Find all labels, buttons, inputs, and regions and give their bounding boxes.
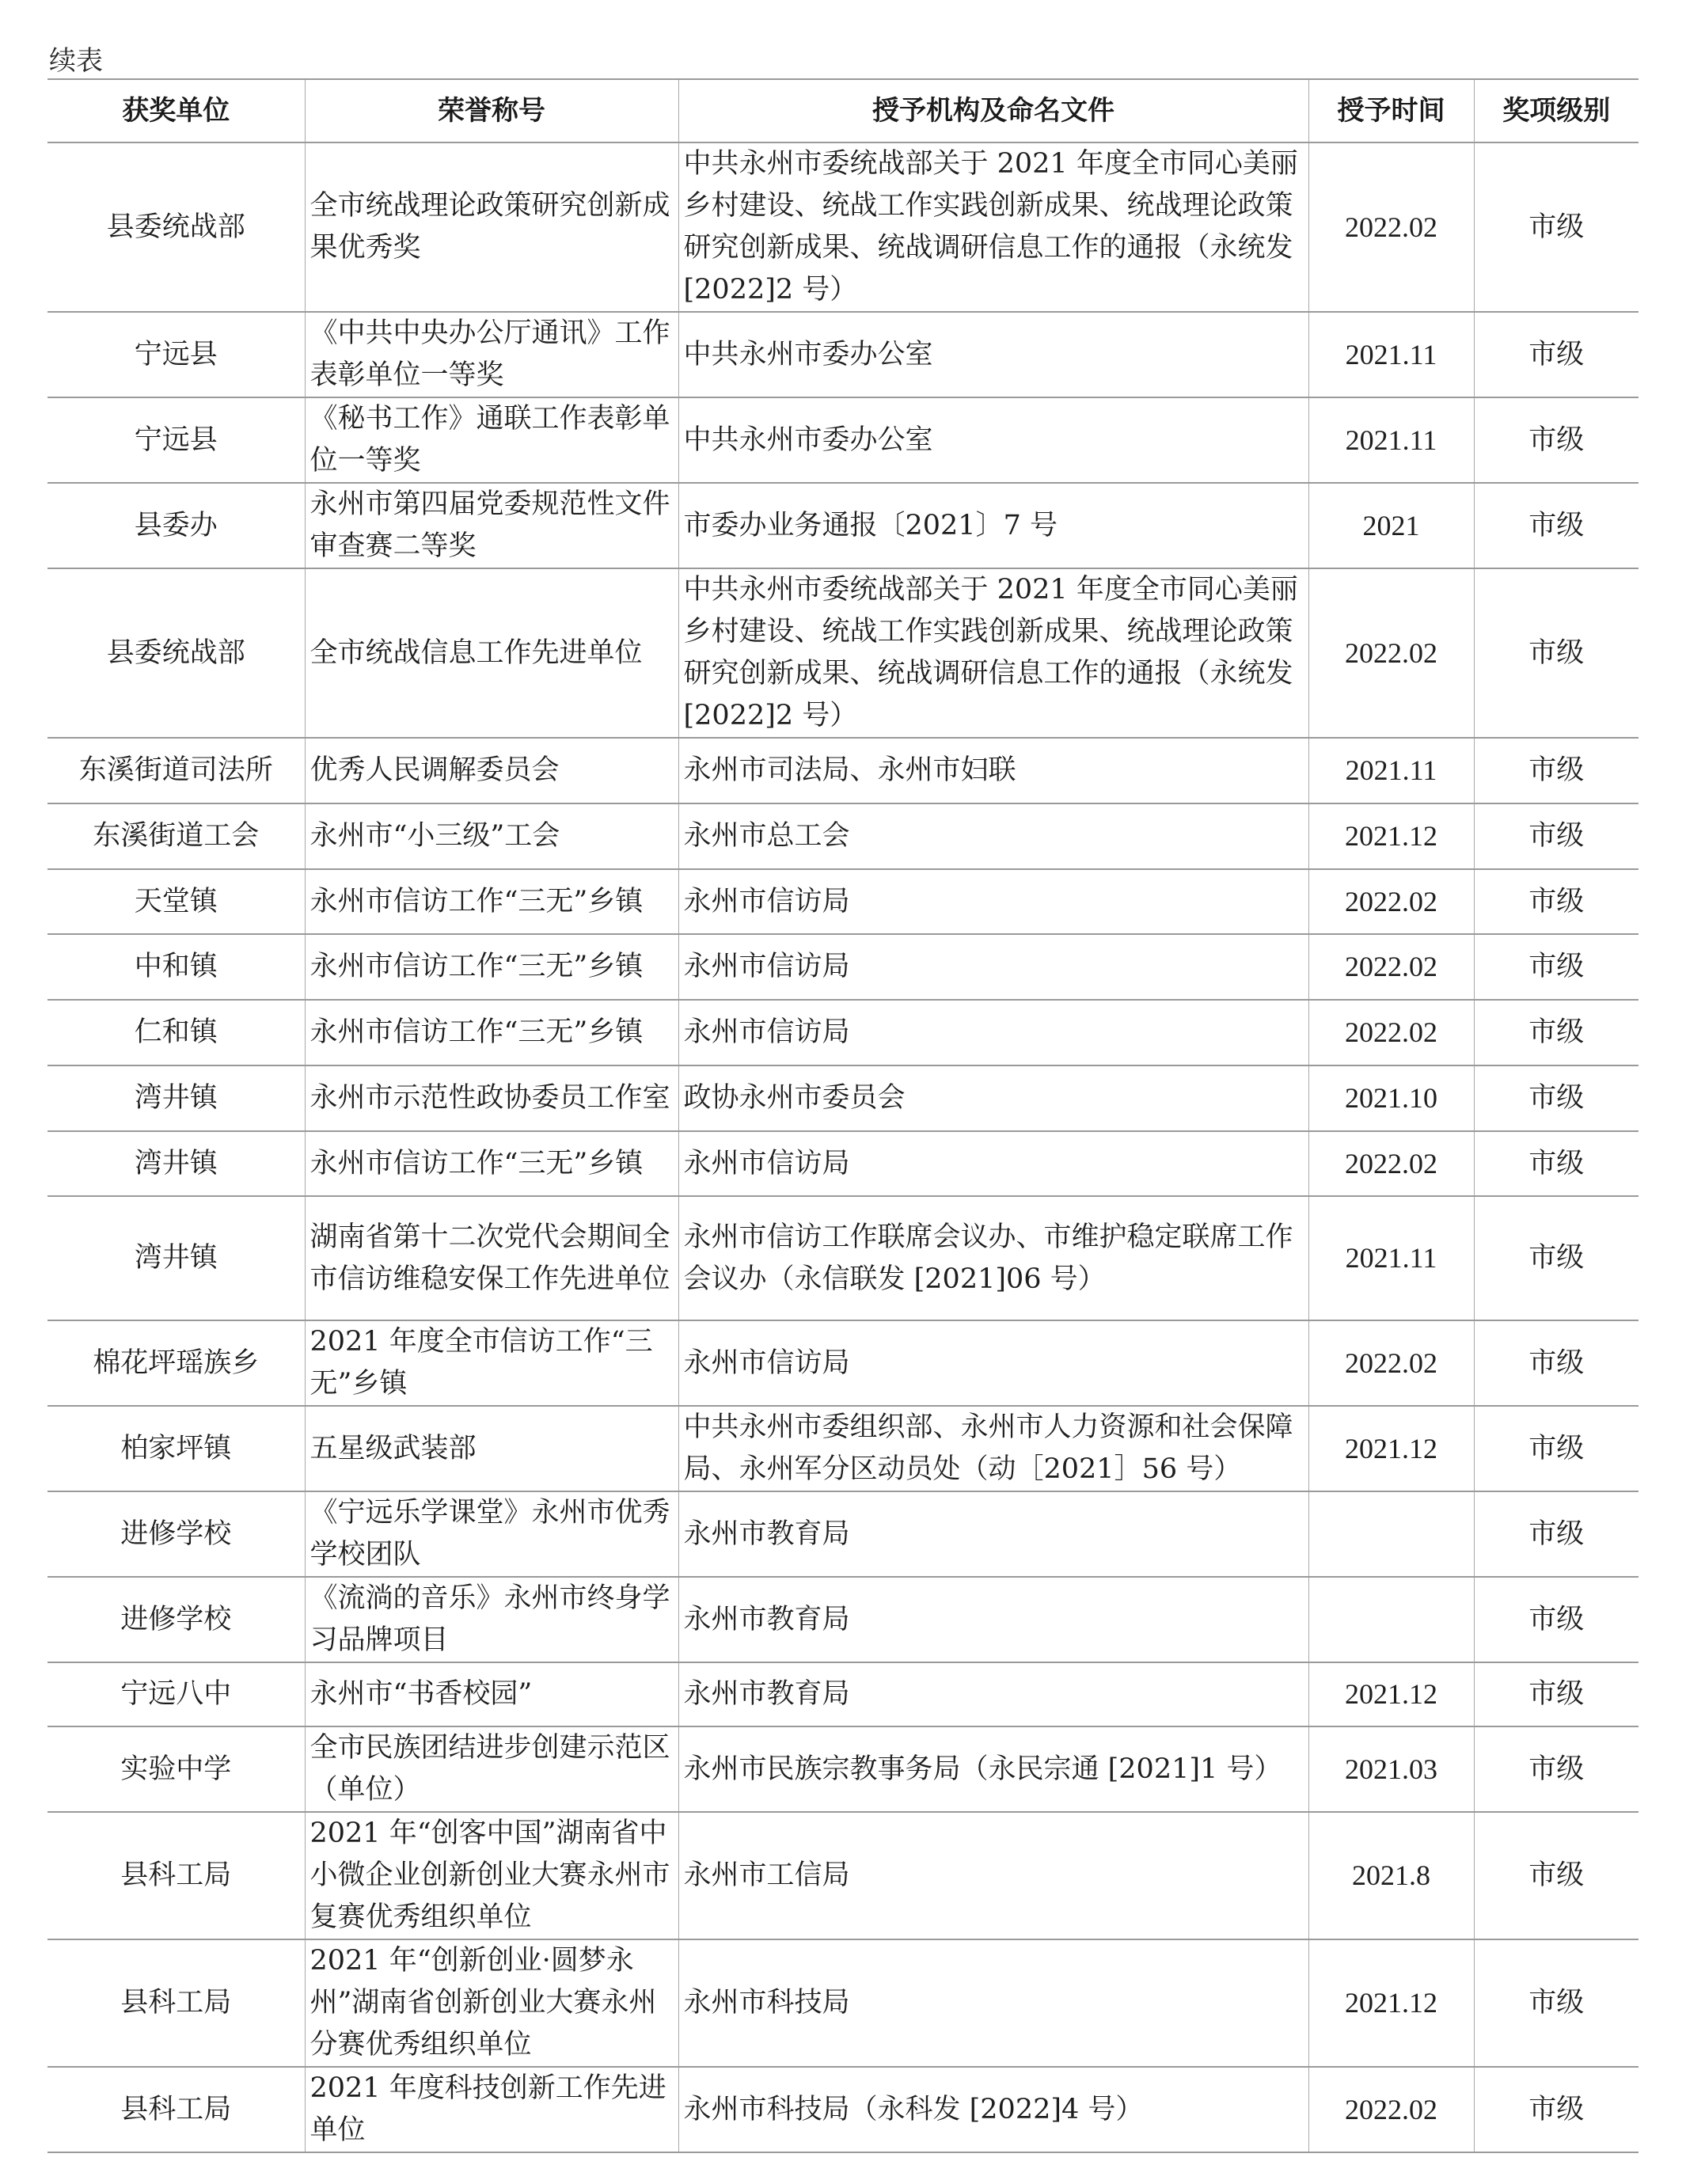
table-row — [47, 1406, 1639, 1491]
cell-honor: 湖南省第十二次党代会期间全市信访维稳安保工作先进单位 — [305, 1196, 678, 1320]
table-row — [47, 397, 1639, 483]
cell-level: 市级 — [1474, 934, 1639, 1000]
cell-date: 2021.11 — [1308, 738, 1474, 803]
cell-honor: 永州市信访工作“三无”乡镇 — [305, 934, 678, 1000]
cell-issuer: 永州市信访局 — [678, 934, 1308, 1000]
cell-honor: 《中共中央办公厅通讯》工作表彰单位一等奖 — [305, 312, 678, 397]
cell-level: 市级 — [1474, 869, 1639, 934]
cell-issuer: 中共永州市委统战部关于 2021 年度全市同心美丽乡村建设、统战工作实践创新成果、统战理论政策研究创新成果、统战调研信息工作的通报（永统发 [2022]2 号） — [678, 568, 1308, 738]
cell-issuer: 永州市教育局 — [678, 1577, 1308, 1662]
cell-issuer: 永州市科技局 — [678, 1939, 1308, 2067]
cell-honor: 永州市信访工作“三无”乡镇 — [305, 869, 678, 934]
cell-unit: 县科工局 — [47, 1939, 305, 2067]
cell-level: 市级 — [1474, 2067, 1639, 2152]
cell-honor: 2021 年度全市信访工作“三无”乡镇 — [305, 1320, 678, 1406]
cell-date: 2021 — [1308, 483, 1474, 568]
cell-honor: 优秀人民调解委员会 — [305, 738, 678, 803]
cell-honor: 永州市示范性政协委员工作室 — [305, 1065, 678, 1131]
cell-honor: 2021 年度科技创新工作先进单位 — [305, 2067, 678, 2152]
cell-issuer: 永州市信访工作联席会议办、市维护稳定联席工作会议办（永信联发 [2021]06 号） — [678, 1196, 1308, 1320]
cell-level: 市级 — [1474, 1491, 1639, 1577]
cell-unit: 进修学校 — [47, 1577, 305, 1662]
cell-unit: 县委统战部 — [47, 142, 305, 312]
table-row — [47, 312, 1639, 397]
cell-date: 2022.02 — [1308, 869, 1474, 934]
header-honor: 荣誉称号 — [305, 79, 678, 142]
cell-date: 2021.10 — [1308, 1065, 1474, 1131]
table-row — [47, 1491, 1639, 1577]
cell-issuer: 永州市信访局 — [678, 1000, 1308, 1065]
table-row — [47, 142, 1639, 312]
cell-honor: 《宁远乐学课堂》永州市优秀学校团队 — [305, 1491, 678, 1577]
cell-unit: 棉花坪瑶族乡 — [47, 1320, 305, 1406]
cell-issuer: 政协永州市委员会 — [678, 1065, 1308, 1131]
cell-level: 市级 — [1474, 568, 1639, 738]
cell-date: 2021.12 — [1308, 803, 1474, 869]
cell-date: 2022.02 — [1308, 1000, 1474, 1065]
cell-date: 2022.02 — [1308, 934, 1474, 1000]
cell-unit: 湾井镇 — [47, 1131, 305, 1196]
cell-issuer: 中共永州市委组织部、永州市人力资源和社会保障局、永州军分区动员处（动［2021］56 号） — [678, 1406, 1308, 1491]
cell-date: 2021.8 — [1308, 1812, 1474, 1939]
cell-honor: 永州市信访工作“三无”乡镇 — [305, 1000, 678, 1065]
header-issuer: 授予机构及命名文件 — [678, 79, 1308, 142]
cell-unit: 县科工局 — [47, 2067, 305, 2152]
cell-honor: 永州市第四届党委规范性文件审查赛二等奖 — [305, 483, 678, 568]
table-row — [47, 1662, 1639, 1726]
table-body — [47, 142, 1639, 2152]
table-caption: 续表 — [49, 45, 103, 77]
cell-date: 2021.12 — [1308, 1406, 1474, 1491]
cell-unit: 东溪街道司法所 — [47, 738, 305, 803]
cell-issuer: 永州市科技局（永科发 [2022]4 号） — [678, 2067, 1308, 2152]
cell-level: 市级 — [1474, 1577, 1639, 1662]
cell-issuer: 永州市教育局 — [678, 1491, 1308, 1577]
header-level: 奖项级别 — [1474, 79, 1639, 142]
cell-issuer: 永州市教育局 — [678, 1662, 1308, 1726]
cell-issuer: 中共永州市委办公室 — [678, 312, 1308, 397]
cell-unit: 县委办 — [47, 483, 305, 568]
cell-issuer: 中共永州市委统战部关于 2021 年度全市同心美丽乡村建设、统战工作实践创新成果、统战理论政策研究创新成果、统战调研信息工作的通报（永统发 [2022]2 号） — [678, 142, 1308, 312]
cell-date: 2022.02 — [1308, 1320, 1474, 1406]
cell-date: 2021.03 — [1308, 1726, 1474, 1812]
cell-level: 市级 — [1474, 1065, 1639, 1131]
cell-level: 市级 — [1474, 312, 1639, 397]
table-row — [47, 568, 1639, 738]
header-date: 授予时间 — [1308, 79, 1474, 142]
awards-table — [47, 78, 1639, 2153]
cell-issuer: 永州市工信局 — [678, 1812, 1308, 1939]
cell-date: 2021.12 — [1308, 1939, 1474, 2067]
cell-date: 2022.02 — [1308, 1131, 1474, 1196]
header-unit: 获奖单位 — [47, 79, 305, 142]
cell-issuer: 永州市信访局 — [678, 1320, 1308, 1406]
cell-unit: 仁和镇 — [47, 1000, 305, 1065]
cell-issuer: 永州市总工会 — [678, 803, 1308, 869]
table-row — [47, 1065, 1639, 1131]
cell-honor: 全市统战信息工作先进单位 — [305, 568, 678, 738]
table-row — [47, 738, 1639, 803]
table-row — [47, 934, 1639, 1000]
cell-unit: 宁远八中 — [47, 1662, 305, 1726]
cell-issuer: 中共永州市委办公室 — [678, 397, 1308, 483]
table-row — [47, 1939, 1639, 2067]
table-row — [47, 869, 1639, 934]
cell-date — [1308, 1491, 1474, 1577]
cell-date: 2021.11 — [1308, 397, 1474, 483]
cell-level: 市级 — [1474, 738, 1639, 803]
cell-honor: 五星级武装部 — [305, 1406, 678, 1491]
cell-unit: 实验中学 — [47, 1726, 305, 1812]
table-row — [47, 1320, 1639, 1406]
cell-honor: 《秘书工作》通联工作表彰单位一等奖 — [305, 397, 678, 483]
cell-level: 市级 — [1474, 1320, 1639, 1406]
table-row — [47, 1577, 1639, 1662]
cell-honor: 永州市“书香校园” — [305, 1662, 678, 1726]
cell-honor: 全市民族团结进步创建示范区（单位） — [305, 1726, 678, 1812]
cell-level: 市级 — [1474, 1662, 1639, 1726]
cell-issuer: 永州市司法局、永州市妇联 — [678, 738, 1308, 803]
cell-date — [1308, 1577, 1474, 1662]
cell-date: 2021.11 — [1308, 1196, 1474, 1320]
cell-date: 2021.11 — [1308, 312, 1474, 397]
cell-unit: 进修学校 — [47, 1491, 305, 1577]
cell-unit: 中和镇 — [47, 934, 305, 1000]
cell-level: 市级 — [1474, 1131, 1639, 1196]
cell-level: 市级 — [1474, 397, 1639, 483]
cell-level: 市级 — [1474, 1000, 1639, 1065]
cell-level: 市级 — [1474, 1406, 1639, 1491]
table-row — [47, 2067, 1639, 2152]
cell-issuer: 永州市信访局 — [678, 869, 1308, 934]
table-row — [47, 1131, 1639, 1196]
table-row — [47, 1196, 1639, 1320]
cell-issuer: 永州市信访局 — [678, 1131, 1308, 1196]
cell-level: 市级 — [1474, 483, 1639, 568]
table-row — [47, 483, 1639, 568]
table-row — [47, 803, 1639, 869]
cell-unit: 湾井镇 — [47, 1065, 305, 1131]
cell-issuer: 永州市民族宗教事务局（永民宗通 [2021]1 号） — [678, 1726, 1308, 1812]
cell-unit: 宁远县 — [47, 312, 305, 397]
cell-date: 2022.02 — [1308, 142, 1474, 312]
cell-unit: 柏家坪镇 — [47, 1406, 305, 1491]
cell-unit: 宁远县 — [47, 397, 305, 483]
cell-issuer: 市委办业务通报〔2021〕7 号 — [678, 483, 1308, 568]
cell-honor: 永州市“小三级”工会 — [305, 803, 678, 869]
cell-date: 2022.02 — [1308, 2067, 1474, 2152]
cell-level: 市级 — [1474, 1812, 1639, 1939]
table-header-row — [47, 79, 1639, 142]
table-row — [47, 1000, 1639, 1065]
table-row — [47, 1812, 1639, 1939]
cell-honor: 2021 年“创客中国”湖南省中小微企业创新创业大赛永州市复赛优秀组织单位 — [305, 1812, 678, 1939]
cell-honor: 《流淌的音乐》永州市终身学习品牌项目 — [305, 1577, 678, 1662]
cell-level: 市级 — [1474, 803, 1639, 869]
cell-date: 2021.12 — [1308, 1662, 1474, 1726]
cell-honor: 2021 年“创新创业·圆梦永州”湖南省创新创业大赛永州分赛优秀组织单位 — [305, 1939, 678, 2067]
table-row — [47, 1726, 1639, 1812]
cell-level: 市级 — [1474, 1196, 1639, 1320]
cell-honor: 永州市信访工作“三无”乡镇 — [305, 1131, 678, 1196]
cell-unit: 天堂镇 — [47, 869, 305, 934]
cell-unit: 东溪街道工会 — [47, 803, 305, 869]
cell-date: 2022.02 — [1308, 568, 1474, 738]
cell-level: 市级 — [1474, 1939, 1639, 2067]
cell-level: 市级 — [1474, 142, 1639, 312]
cell-unit: 县委统战部 — [47, 568, 305, 738]
cell-level: 市级 — [1474, 1726, 1639, 1812]
cell-unit: 湾井镇 — [47, 1196, 305, 1320]
cell-honor: 全市统战理论政策研究创新成果优秀奖 — [305, 142, 678, 312]
cell-unit: 县科工局 — [47, 1812, 305, 1939]
